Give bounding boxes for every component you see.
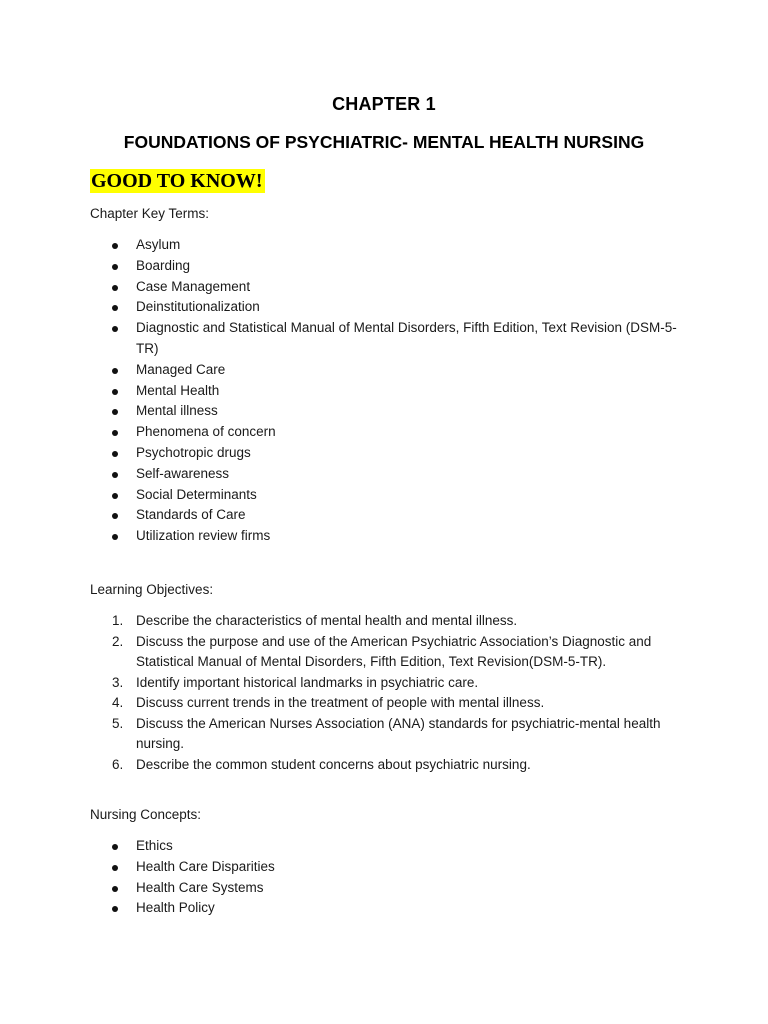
list-item: [90, 422, 690, 443]
list-item: [90, 381, 690, 402]
list-item-text: Utilization review firms: [136, 528, 271, 544]
nursing-concepts-list: [90, 836, 690, 919]
list-item-text: Standards of Care: [136, 507, 246, 523]
item-number: 6.: [112, 756, 124, 772]
bullet-icon: [112, 906, 118, 912]
chapter-title: FOUNDATIONS OF PSYCHIATRIC- MENTAL HEALTH NURSING: [123, 132, 645, 152]
list-item-text: Describe the characteristics of mental health and mental illness.: [136, 613, 518, 628]
list-item: [90, 401, 690, 422]
bullet-icon: [112, 534, 118, 540]
bullet-icon: [112, 264, 118, 270]
list-item: [90, 857, 690, 878]
list-item: [90, 898, 690, 919]
list-item-text: Health Care Systems: [136, 879, 264, 895]
bullet-icon: [112, 430, 118, 436]
list-item: [90, 277, 690, 298]
item-number: 4.: [112, 695, 124, 710]
bullet-icon: [112, 493, 118, 499]
list-item-text: Social Determinants: [136, 486, 257, 502]
list-item-text: Mental Health: [136, 382, 220, 398]
list-item: [90, 526, 690, 547]
list-item: [90, 505, 690, 526]
list-item-text: Diagnostic and Statistical Manual of Mental Disorders, Fifth Edition, Text Revision (DSM-5-TR): [136, 320, 677, 356]
list-item: [90, 878, 690, 899]
list-item: [90, 443, 690, 464]
bullet-icon: [112, 409, 118, 415]
list-item: [90, 318, 690, 360]
bullet-icon: [112, 389, 118, 395]
list-item: [90, 297, 690, 318]
list-item-text: Asylum: [136, 237, 181, 252]
list-item-text: Boarding: [136, 257, 191, 273]
list-item-text: Deinstitutionalization: [136, 299, 260, 315]
bullet-icon: [112, 844, 118, 850]
list-item-text: Describe the common student concerns about psychiatric nursing.: [136, 756, 531, 772]
good-to-know-highlight: GOOD TO KNOW!: [91, 170, 263, 192]
bullet-icon: [112, 451, 118, 457]
list-item: [90, 485, 690, 506]
chapter-heading: CHAPTER 1: [332, 94, 436, 114]
list-item-text: Ethics: [136, 838, 173, 853]
bullet-icon: [112, 368, 118, 374]
item-number: 2.: [112, 633, 124, 649]
list-item-text: Phenomena of concern: [136, 424, 276, 440]
list-item-text: Health Care Disparities: [136, 858, 275, 874]
list-item: [90, 673, 690, 694]
item-number: 1.: [112, 613, 124, 628]
list-item-text: Self-awareness: [136, 465, 230, 481]
bullet-icon: [112, 886, 118, 892]
bullet-icon: [112, 513, 118, 519]
list-item: [90, 836, 690, 857]
list-item: [90, 755, 690, 776]
list-item-text: Psychotropic drugs: [136, 444, 251, 460]
learning-objectives-list: [90, 611, 690, 775]
list-item-text: Discuss the purpose and use of the American Psychiatric Association’s Diagnostic and Statistical Manual of Mental Disorders, Fifth Edition, Text Revision(DSM-5-TR).: [136, 633, 652, 669]
item-number: 3.: [112, 674, 124, 690]
bullet-icon: [112, 285, 118, 291]
list-item: [90, 235, 690, 256]
item-number: 5.: [112, 715, 124, 731]
list-item-text: Managed Care: [136, 361, 226, 377]
bullet-icon: [112, 305, 118, 311]
list-item: [90, 632, 690, 673]
list-item: [90, 464, 690, 485]
bullet-icon: [112, 243, 118, 249]
nursing-concepts-label: Nursing Concepts:: [90, 807, 202, 822]
list-item: [90, 611, 690, 632]
bullet-icon: [112, 472, 118, 478]
list-item-text: Mental illness: [136, 403, 218, 419]
list-item: [90, 714, 690, 755]
list-item: [90, 360, 690, 381]
list-item-text: Discuss the American Nurses Association (ANA) standards for psychiatric-mental health nursing.: [136, 715, 661, 751]
key-terms-list: [90, 235, 690, 547]
key-terms-label: Chapter Key Terms:: [90, 206, 210, 221]
list-item-text: Health Policy: [136, 900, 215, 916]
list-item-text: Discuss current trends in the treatment of people with mental illness.: [136, 695, 545, 710]
list-item-text: Identify important historical landmarks in psychiatric care.: [136, 674, 479, 690]
learning-objectives-label: Learning Objectives:: [90, 582, 214, 597]
list-item-text: Case Management: [136, 278, 251, 294]
bullet-icon: [112, 865, 118, 871]
list-item: [90, 693, 690, 714]
list-item: [90, 256, 690, 277]
bullet-icon: [112, 326, 118, 332]
